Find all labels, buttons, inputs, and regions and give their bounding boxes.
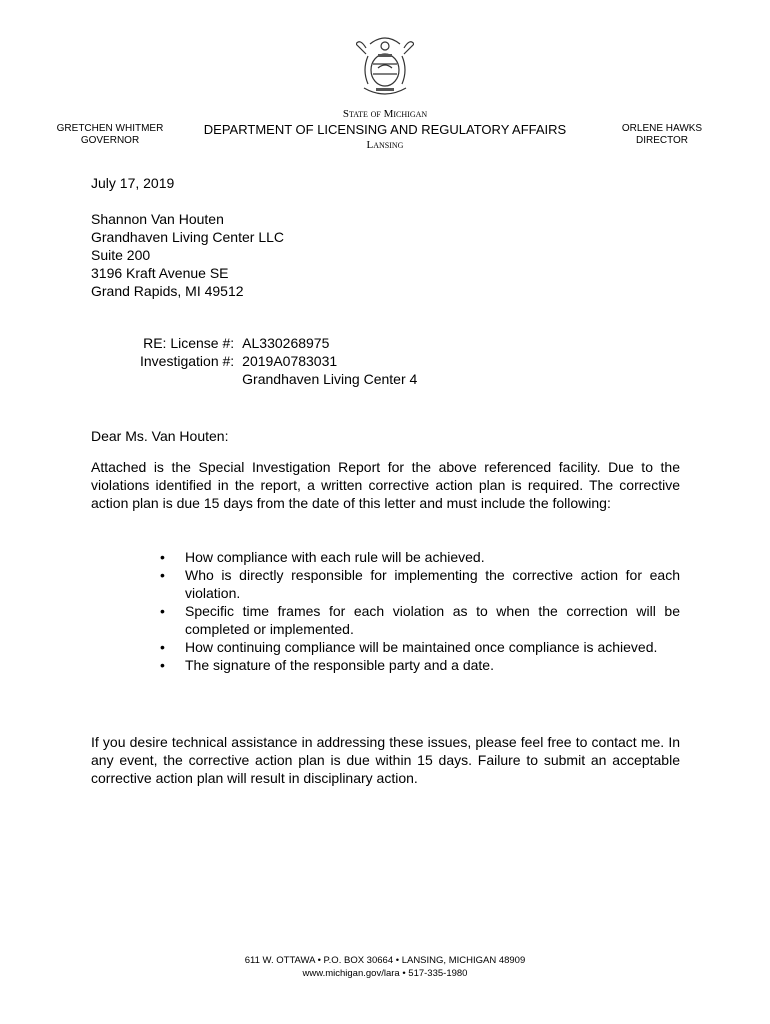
list-item: • How compliance with each rule will be achieved. bbox=[160, 548, 680, 566]
investigation-number: 2019A0783031 bbox=[242, 353, 338, 369]
recipient-address bbox=[91, 210, 284, 300]
reference-block bbox=[140, 334, 417, 388]
list-item: • Specific time frames for each violation as to when the correction will be completed or implemented. bbox=[160, 602, 680, 638]
list-item: • How continuing compliance will be maintained once compliance is achieved. bbox=[160, 638, 680, 656]
governor-block bbox=[48, 123, 172, 147]
address-line: Shannon Van Houten bbox=[91, 211, 224, 227]
michigan-seal-icon bbox=[356, 34, 414, 98]
director-title: DIRECTOR bbox=[635, 135, 689, 146]
governor-name: GRETCHEN WHITMER bbox=[56, 123, 164, 134]
address-line: Grand Rapids, MI 49512 bbox=[91, 283, 244, 299]
address-line: 3196 Kraft Avenue SE bbox=[91, 265, 229, 281]
letter-date: July 17, 2019 bbox=[91, 175, 175, 191]
governor-title: GOVERNOR bbox=[80, 135, 140, 146]
list-item: • The signature of the responsible party and a date. bbox=[160, 656, 680, 674]
facility-name: Grandhaven Living Center 4 bbox=[242, 371, 418, 387]
director-block bbox=[606, 123, 718, 147]
state-name: State of Michigan bbox=[342, 108, 428, 120]
list-item: • Who is directly responsible for implementing the corrective action for each violation. bbox=[160, 566, 680, 602]
footer-contact: www.michigan.gov/lara • 517-335-1980 bbox=[302, 968, 468, 979]
city-name: Lansing bbox=[366, 139, 404, 151]
requirements-list bbox=[160, 548, 680, 674]
investigation-label: Investigation #: bbox=[140, 353, 235, 369]
license-label: RE: License #: bbox=[143, 335, 235, 351]
license-number: AL330268975 bbox=[242, 335, 330, 351]
department-name: DEPARTMENT OF LICENSING AND REGULATORY AFFAIRS bbox=[203, 122, 567, 137]
address-line: Grandhaven Living Center LLC bbox=[91, 229, 285, 245]
body-paragraph-2: If you desire technical assistance in addressing these issues, please feel free to contact me. In any event, the corrective action plan is due within 15 days. Failure to submit an acceptable corrective action plan will result in disciplinary action. bbox=[91, 734, 680, 786]
director-name: ORLENE HAWKS bbox=[621, 123, 703, 134]
address-line: Suite 200 bbox=[91, 247, 151, 263]
footer-address: 611 W. OTTAWA • P.O. BOX 30664 • LANSING, MICHIGAN 48909 bbox=[244, 955, 526, 966]
salutation: Dear Ms. Van Houten: bbox=[91, 428, 229, 444]
body-paragraph-1: Attached is the Special Investigation Report for the above referenced facility. Due to the violations identified in the report, a written corrective action plan is required. The corrective action plan is due 15 days from the date of this letter and must include the following: bbox=[91, 459, 680, 511]
